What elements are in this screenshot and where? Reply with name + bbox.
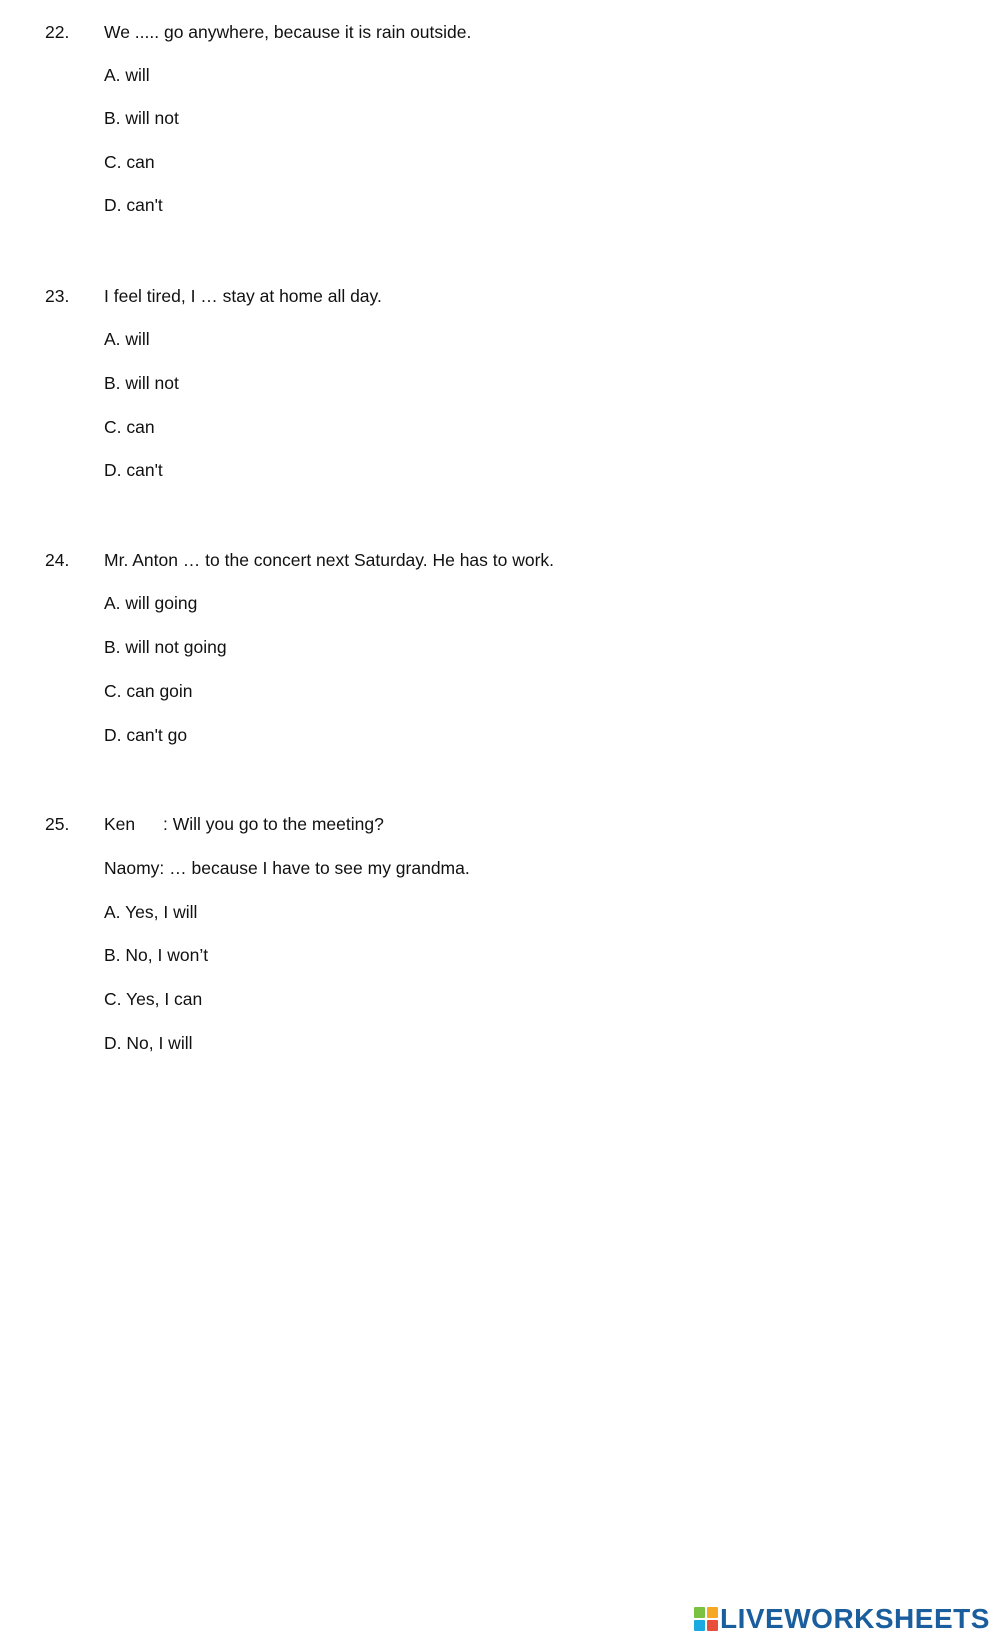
option-c: C. can <box>104 152 155 172</box>
question-number: 23. <box>45 286 70 306</box>
option-d: D. can't <box>104 460 163 480</box>
option-d: D. No, I will <box>104 1033 193 1053</box>
liveworksheets-logo-icon <box>694 1607 718 1631</box>
option-b: B. will not <box>104 108 179 128</box>
option-c: C. can goin <box>104 681 193 701</box>
logo-square-red <box>707 1620 718 1631</box>
option-a: A. will <box>104 65 150 85</box>
question-number: 25. <box>45 814 70 834</box>
question-text: Mr. Anton … to the concert next Saturday. He has to work. <box>104 550 555 570</box>
logo-square-orange <box>707 1607 718 1618</box>
option-b: B. will not <box>104 373 179 393</box>
option-a: A. will going <box>104 593 198 613</box>
option-b: B. will not going <box>104 637 227 657</box>
liveworksheets-logo <box>694 1604 990 1634</box>
option-c: C. can <box>104 417 155 437</box>
option-a: A. will <box>104 329 150 349</box>
option-d: D. can't <box>104 195 163 215</box>
option-b: B. No, I won’t <box>104 945 209 965</box>
option-c: C. Yes, I can <box>104 989 203 1009</box>
question-number: 24. <box>45 550 70 570</box>
question-text: We ..... go anywhere, because it is rain outside. <box>104 22 472 42</box>
question-text: : Will you go to the meeting? <box>163 814 384 834</box>
option-d: D. can't go <box>104 725 188 745</box>
logo-square-green <box>694 1607 705 1618</box>
question-number: 22. <box>45 22 70 42</box>
logo-text: LIVEWORKSHEETS <box>720 1603 990 1634</box>
logo-square-blue <box>694 1620 705 1631</box>
speaker-name: Ken <box>104 814 136 834</box>
option-a: A. Yes, I will <box>104 902 198 922</box>
reply-text: Naomy: … because I have to see my grandma. <box>104 858 470 878</box>
question-text: I feel tired, I … stay at home all day. <box>104 286 382 306</box>
